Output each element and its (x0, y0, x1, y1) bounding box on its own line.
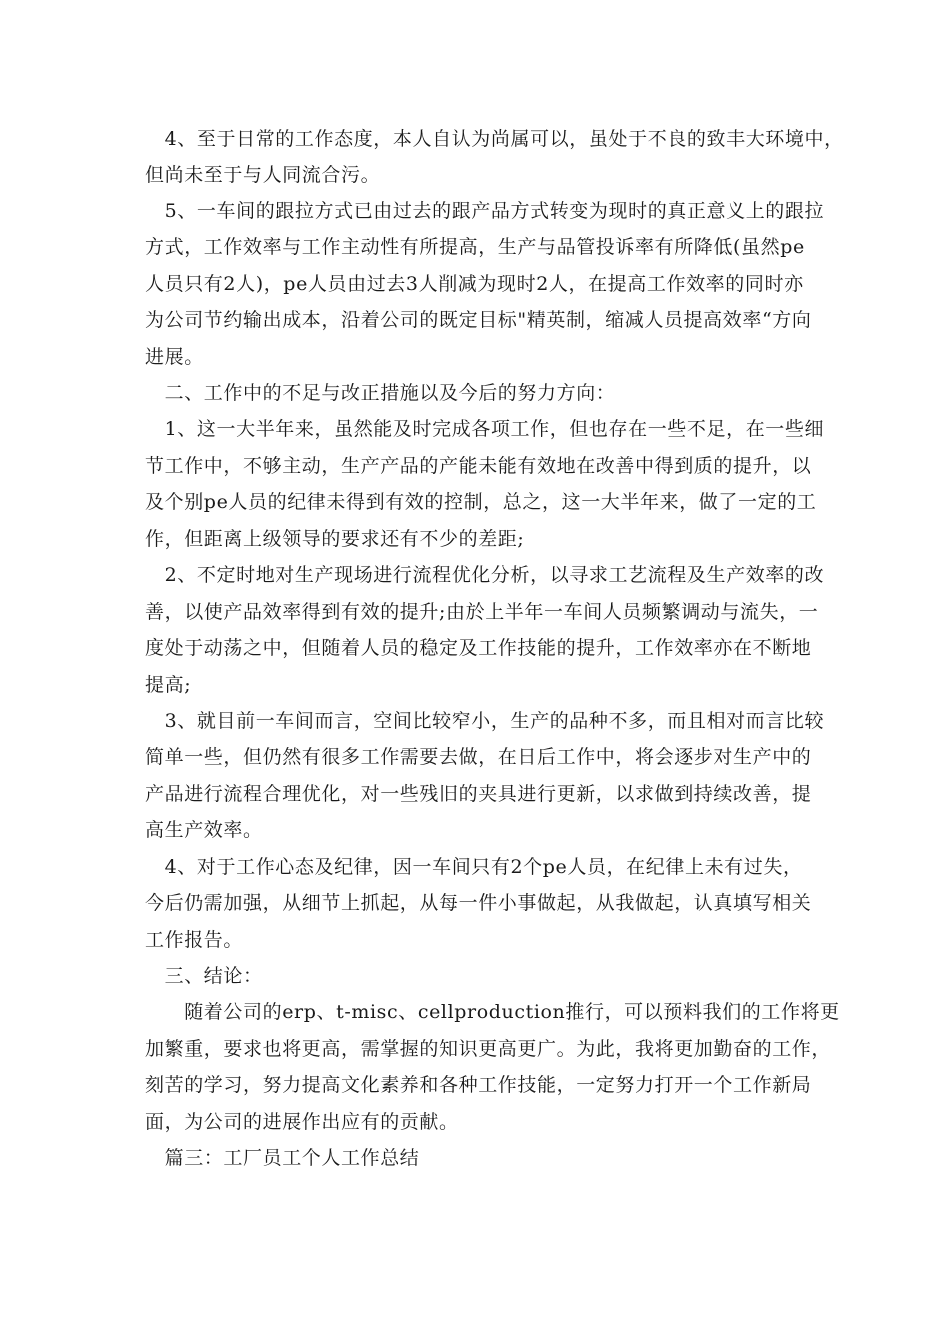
text-line: 节工作中，不够主动，生产产品的产能未能有效地在改善中得到质的提升，以 (145, 455, 812, 477)
text-line: 5、一车间的跟拉方式已由过去的跟产品方式转变为现时的真正意义上的跟拉 (145, 200, 825, 222)
section-heading: 三、结论： (145, 965, 263, 987)
text-line: 随着公司的erp、t-misc、cellproduction推行，可以预料我们的工作将更 (145, 1001, 840, 1023)
text-line: 3、就目前一车间而言，空间比较窄小，生产的品种不多，而且相对而言比较 (145, 710, 825, 732)
text-line: 高生产效率。 (145, 819, 263, 841)
text-line: 但尚未至于与人同流合污。 (145, 164, 381, 186)
text-line: 人员只有2人)，pe人员由过去3人削减为现时2人，在提高工作效率的同时亦 (145, 273, 804, 295)
text-line: 简单一些，但仍然有很多工作需要去做，在日后工作中，将会逐步对生产中的 (145, 746, 812, 768)
text-line: 加繁重，要求也将更高，需掌握的知识更高更广。为此，我将更加勤奋的工作， (145, 1038, 832, 1060)
text-line: 2、不定时地对生产现场进行流程优化分析，以寻求工艺流程及生产效率的改 (145, 564, 825, 586)
text-line: 提高; (145, 674, 192, 696)
text-line: 产品进行流程合理优化，对一些残旧的夹具进行更新，以求做到持续改善，提 (145, 783, 812, 805)
text-line: 为公司节约输出成本，沿着公司的既定目标"精英制，缩减人员提高效率“方向 (145, 309, 812, 331)
text-line: 进展。 (145, 346, 204, 368)
text-line: 今后仍需加强，从细节上抓起，从每一件小事做起，从我做起，认真填写相关 (145, 892, 812, 914)
text-line: 4、至于日常的工作态度，本人自认为尚属可以，虽处于不良的致丰大环境中， (145, 128, 844, 150)
text-line: 及个别pe人员的纪律未得到有效的控制，总之，这一大半年来，做了一定的工 (145, 491, 817, 513)
text-line: 工作报告。 (145, 929, 244, 951)
text-line: 4、对于工作心态及纪律，因一车间只有2个pe人员，在纪律上未有过失， (145, 856, 803, 878)
text-line: 面，为公司的进展作出应有的贡献。 (145, 1111, 459, 1133)
text-line: 方式，工作效率与工作主动性有所提高，生产与品管投诉率有所降低(虽然pe (145, 236, 805, 258)
section-heading: 篇三：工厂员工个人工作总结 (145, 1147, 420, 1169)
section-heading: 二、工作中的不足与改正措施以及今后的努力方向： (145, 382, 616, 404)
text-line: 1、这一大半年来，虽然能及时完成各项工作，但也存在一些不足，在一些细 (145, 418, 825, 440)
text-line: 作，但距离上级领导的要求还有不少的差距; (145, 528, 525, 550)
text-line: 善，以使产品效率得到有效的提升;由於上半年一车间人员频繁调动与流失，一 (145, 601, 819, 623)
text-line: 刻苦的学习，努力提高文化素养和各种工作技能，一定努力打开一个工作新局 (145, 1074, 812, 1096)
text-line: 度处于动荡之中，但随着人员的稳定及工作技能的提升，工作效率亦在不断地 (145, 637, 812, 659)
